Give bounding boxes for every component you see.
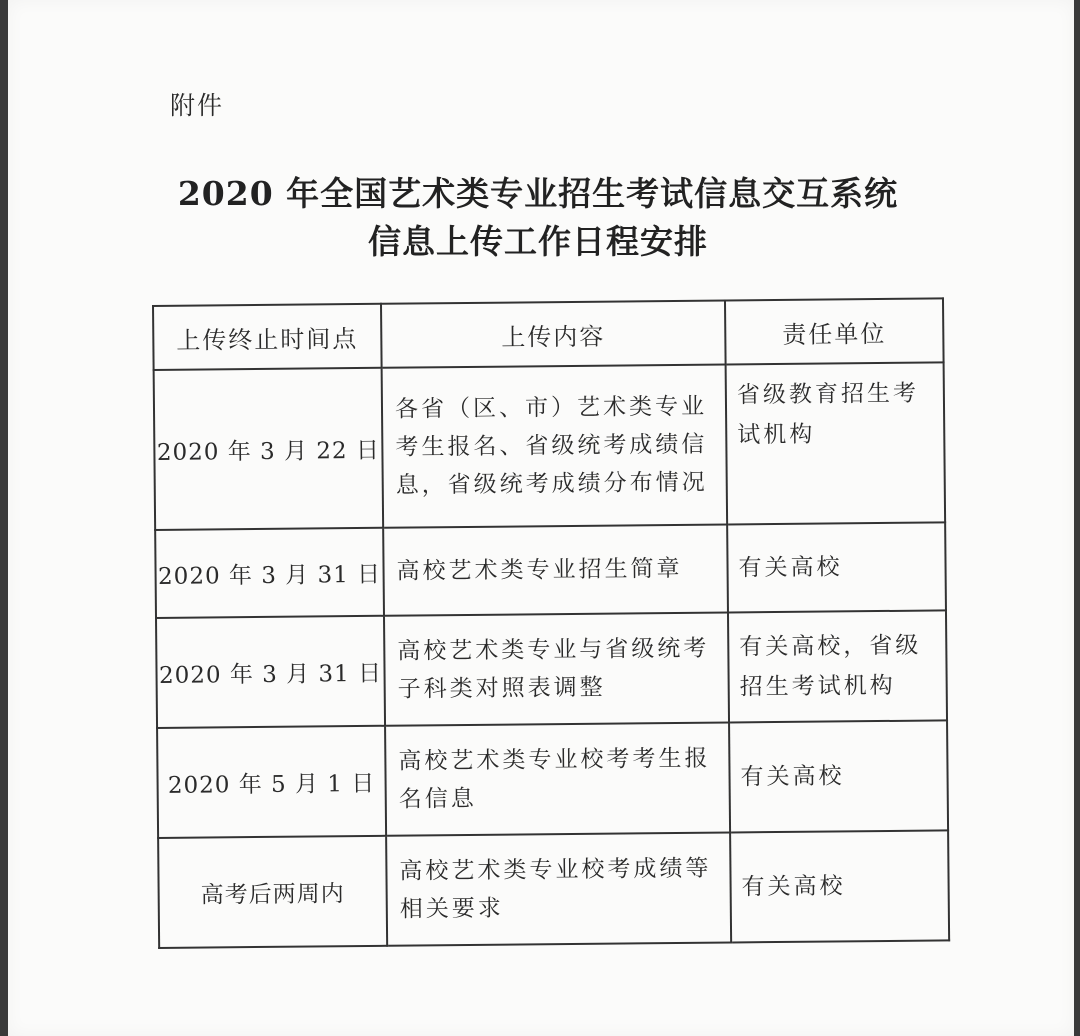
row-responsible-unit: 有关高校 <box>730 830 949 942</box>
row-content: 高校艺术类专业校考成绩等相关要求 <box>386 832 731 945</box>
document-title-line-2: 信息上传工作日程安排 <box>368 222 708 261</box>
table-row <box>156 610 947 728</box>
header-deadline: 上传终止时间点 <box>153 304 382 370</box>
row-deadline: 高考后两周内 <box>158 836 387 948</box>
document-page <box>8 0 1074 1036</box>
table-header-row <box>153 298 944 370</box>
document-title-line-1: 2020 年全国艺术类专业招生考试信息交互系统 <box>177 174 899 213</box>
row-responsible-unit: 有关高校 <box>729 720 948 832</box>
table-row <box>157 720 948 838</box>
row-deadline: 2020 年 5 月 1 日 <box>157 726 386 838</box>
row-responsible-unit: 有关高校，省级招生考试机构 <box>728 610 947 722</box>
row-responsible-unit: 省级教育招生考试机构 <box>726 362 946 524</box>
row-content: 高校艺术类专业与省级统考子科类对照表调整 <box>384 612 729 725</box>
row-content: 各省（区、市）艺术类专业考生报名、省级统考成绩信息，省级统考成绩分布情况 <box>382 364 728 527</box>
header-content: 上传内容 <box>381 300 726 367</box>
row-content: 高校艺术类专业招生简章 <box>383 524 728 615</box>
table-row <box>158 830 949 948</box>
header-responsible-unit: 责任单位 <box>725 298 944 364</box>
row-responsible-unit: 有关高校 <box>727 522 946 612</box>
row-deadline: 2020 年 3 月 22 日 <box>154 368 384 530</box>
schedule-table <box>152 297 950 949</box>
row-deadline: 2020 年 3 月 31 日 <box>155 528 384 618</box>
table-row <box>155 522 946 618</box>
attachment-label: 附件 <box>170 91 225 120</box>
row-content: 高校艺术类专业校考考生报名信息 <box>385 722 730 835</box>
row-deadline: 2020 年 3 月 31 日 <box>156 616 385 728</box>
table-row <box>154 362 945 530</box>
